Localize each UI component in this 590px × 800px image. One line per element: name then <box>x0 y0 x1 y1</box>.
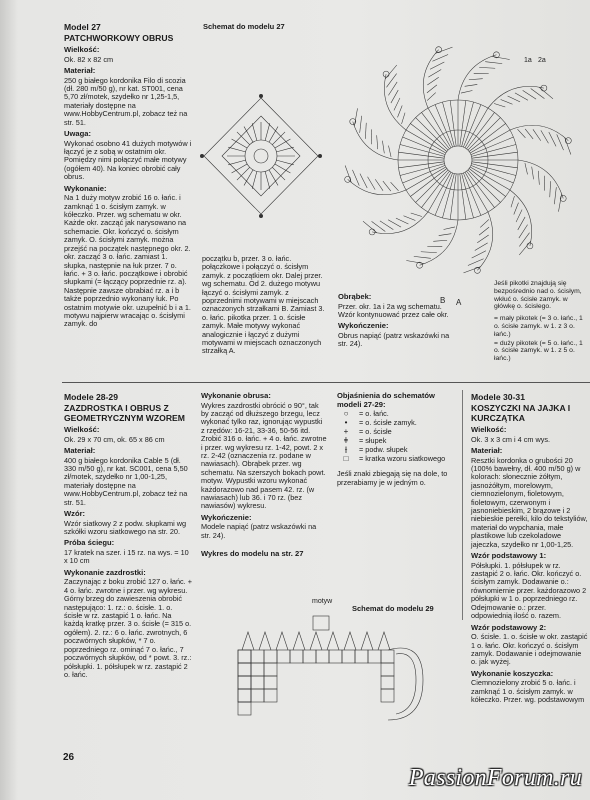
stitch-stroke <box>428 172 451 212</box>
legend-note: Jeśli znaki zbiegają się na dole, to przerabiamy je w jedným o. <box>337 469 448 487</box>
stitch-stroke <box>427 77 438 85</box>
stitch-stroke <box>444 227 455 230</box>
stitch-stroke <box>406 167 446 190</box>
grid-cell <box>238 650 251 663</box>
stitch-stroke <box>475 243 488 251</box>
chart-caption: Wykres do modelu na str. 27 <box>201 549 304 559</box>
model-30-31-title: KOSZYCZKI NA JAJKA I KURCZĄTKA <box>471 403 571 423</box>
label-2a: 2a <box>538 57 546 64</box>
curtain-text: Zaczynając z boku zrobić 127 o. łańc. + 4 o. łańc. zwrotne i przer. wg wykresu. Górny brzeg do zawieszenia obrobić następująco: 1. rz.: o. ścisłe. 1. o. ścisłe w rz. zastąpić 1 o. łańc. Na każdą kratkę przer. 3 o. ścisłe (= 315 o. ogółem). 2. rz.: 6 o. łańc. zwrotnych, 6 poczwórnych słupków, * 7 o. poprzedniego rz. ominąć 7 o. łańc., 7 poczwórnych słupków, od * powt. 3. rz.: półsłupki. 1. półsłupek w rz. zastąpić 2 o. łańc. <box>64 577 192 679</box>
size-text: Ok. 29 x 70 cm, ok. 65 x 86 cm <box>64 434 165 444</box>
small-motif-diagram <box>196 88 326 238</box>
legend-list <box>337 410 455 464</box>
large-motif-diagram <box>338 20 583 310</box>
grid-cell <box>238 689 251 702</box>
fan-stroke <box>327 632 339 650</box>
grid-cell <box>238 663 251 676</box>
stitch-stroke <box>472 144 516 156</box>
stitch-stroke <box>411 213 422 216</box>
tablecloth-column <box>201 392 327 560</box>
motif-box <box>313 616 329 630</box>
tablecloth-heading: Wykonanie obrusa: <box>201 391 271 400</box>
stitch-stroke <box>391 182 399 191</box>
stitch-stroke <box>470 167 510 190</box>
note-heading: Uwaga: <box>64 129 92 139</box>
motif-label: motyw <box>312 598 333 605</box>
stitch-stroke <box>465 108 488 148</box>
stitch-stroke <box>427 85 437 93</box>
page-number: 26 <box>63 752 75 763</box>
stitch-stroke <box>435 105 453 147</box>
stitch-stroke <box>518 217 525 230</box>
stitch-stroke <box>485 62 502 64</box>
stitch-stroke <box>516 210 522 222</box>
stitch-stroke <box>467 112 495 148</box>
arc-stroke <box>510 190 532 246</box>
stitch-stroke <box>472 251 486 258</box>
finishing-heading: Wykończenie: <box>338 321 389 331</box>
stitch-stroke <box>469 169 505 197</box>
stitch-stroke <box>400 164 444 176</box>
legend-symbol: ○ <box>343 409 349 419</box>
stitch-stroke <box>469 123 505 151</box>
size-text: Ok. 82 x 82 cm <box>64 54 114 64</box>
arc-stroke <box>384 74 406 130</box>
stitch-stroke <box>406 130 446 153</box>
stitch-stroke <box>450 174 456 220</box>
basic-pattern-2-heading: Wzór podstawowy 2: <box>471 622 547 632</box>
fan-stroke <box>378 632 390 650</box>
tablecloth-text: Wykres zazdrostki obrócić o 90°, tak by zacząć od dłuższego brzegu, lecz wykonać tylko raz, ignorując wypustki z rzędów: 16-21, 33-36, 50-56 itd. Zrobić 316 o. łańc. + 4 o. łańc. zwrotne i przer. wg wykresu rz. 1-42, powt. 2 x rz. 2-42 (oznaczenia rz. podane w nawiasach). Obrąbek przer. wg schematu. Na szerszych bokach powt. motyw. Wypustki wzoru wykonać każdorazowo nad pasem 42. rz. (w nawiasach) lub 36. i 70 rz. (bez nawiasów) wykresu. <box>201 400 327 511</box>
model-27-middle-text <box>202 255 330 357</box>
watermark: PassionForum.ru <box>408 765 582 791</box>
legend-symbol: ⫲ <box>344 445 348 455</box>
continued-text: początku b, przer. 3 o. łańc. połączkowe i połączyć o. ścisłym zamyk. z początkiem okr. Dalej przer. wg schematu. Od 2. dużego motywu łączyć o. ścisłymi zamyk. z poprzednimi motywami w miejscach oznaczonych strzałkami B. Zamiast 3. o. łańc. pikotka przer. 1 o. ścisłe zamyk. Małe motywy wykonać analogicznie i łączyć z dużymi motywami w miejscach oznaczonych strzałką A. <box>202 254 325 356</box>
stitch-stroke <box>402 113 405 124</box>
finishing-text: Obrus napiąć (patrz wskazówki na str. 24). <box>338 331 450 349</box>
fan-stroke <box>276 632 288 650</box>
legend-item <box>337 428 455 437</box>
note-text: Wykonać osobno 41 dużych motywów i łączyć je z sobą w ostatnim okr. Pomiędzy nimi połączyć małe motywy (ogółem 40). Na koniec obrobić cały obrus. <box>64 138 192 182</box>
stitch-stroke <box>471 165 513 183</box>
material-heading: Materiał: <box>64 446 96 455</box>
stitch-stroke <box>404 216 416 221</box>
stitch-stroke <box>442 102 454 146</box>
legend-symbol: □ <box>343 454 349 464</box>
corner-arc <box>396 654 416 714</box>
stitch-stroke <box>360 174 367 188</box>
stitch-stroke <box>394 98 400 110</box>
stitch-stroke <box>541 130 549 143</box>
stitch-stroke <box>525 129 533 139</box>
stitch-stroke <box>465 172 488 212</box>
schema-29-title: Schemat do modelu 29 <box>352 604 434 613</box>
material-heading: Materiał: <box>64 66 96 75</box>
stitch-stroke <box>439 234 452 236</box>
finishing-heading: Wykończenie: <box>201 512 252 522</box>
legend-text: = o. ścisłe zamyk. <box>359 418 417 428</box>
stitch-stroke <box>517 129 525 138</box>
grid-cell <box>264 676 277 689</box>
stitch-stroke <box>421 252 437 253</box>
stitch-stroke <box>477 235 488 243</box>
stitch-stroke <box>365 123 366 139</box>
edging-text: Przer. okr. 1a i 2a wg schematu. Wzór kontynuować przez całe okr. <box>338 301 449 319</box>
label-1a: 1a <box>524 57 532 64</box>
basic-pattern-2-text: O. ścisłe. 1. o. ścisłe w okr. zastąpić 1 o. łańc. Okr. kończyć o. ścisłym zamyk. Dodawanie i odejmowanie o. jak wyżej. <box>471 632 588 667</box>
stitch-stroke <box>435 173 453 215</box>
stitch-stroke <box>479 67 495 68</box>
stitch-stroke <box>265 123 270 140</box>
stitch-stroke <box>533 129 541 140</box>
stitch-stroke <box>388 82 397 95</box>
model-28-29-number: Modele 28-29 <box>64 392 118 402</box>
model-30-31-number: Modele 30-31 <box>471 392 525 402</box>
stitch-stroke <box>538 171 539 185</box>
grid-cell <box>368 650 381 663</box>
arc-stroke <box>420 220 458 265</box>
fan-stroke <box>344 632 356 650</box>
stitch-stroke <box>514 203 519 215</box>
stitch-stroke <box>525 163 528 174</box>
pattern-text: Wzór siatkowy 2 z podw. słupkami wg szkółki wzoru siatkowego na str. 20. <box>64 518 187 537</box>
model-27-number: Model 27 <box>64 22 101 32</box>
stitch-stroke <box>470 130 510 153</box>
stitch-stroke <box>515 93 528 100</box>
legend-symbol: • <box>344 418 348 428</box>
grid-cell <box>316 650 329 663</box>
material-text: 250 g białego kordonika Filo di scozia (dł. 280 m/50 g), nr kat. ST001, cena 5,70 zł/motek, szydełko nr 1,25-1,5, materiały dostępne na www.HobbyCentrum.pl, zobacz też na str. 51. <box>64 75 188 127</box>
stitch-stroke <box>399 152 445 158</box>
grid-cell <box>290 650 303 663</box>
stitch-stroke <box>421 112 449 148</box>
center-ring <box>444 146 472 174</box>
stitch-stroke <box>479 227 489 235</box>
stitch-stroke <box>388 220 401 227</box>
stitch-stroke <box>480 219 489 227</box>
stitch-stroke <box>472 152 518 158</box>
grid-cell <box>264 663 277 676</box>
stitch-stroke <box>460 101 466 147</box>
size-heading: Wielkość: <box>64 425 100 434</box>
stitch-stroke <box>557 134 564 150</box>
grid-cell <box>381 650 394 663</box>
arc-stroke <box>518 160 563 198</box>
stitch-stroke <box>511 196 514 207</box>
curtain-heading: Wykonanie zazdrostki: <box>64 567 146 577</box>
model-28-29-title: ZAZDROSTKA I OBRUS Z GEOMETRYCZNYM WZOREM <box>64 403 185 423</box>
stitch-stroke <box>462 174 474 218</box>
stitch-stroke <box>377 135 378 149</box>
legend-item <box>337 419 455 428</box>
size-heading: Wielkość: <box>471 425 507 434</box>
picot-note <box>494 280 586 364</box>
model-27-title: PATCHWORKOWY OBRUS <box>64 33 174 43</box>
stitch-stroke <box>462 102 474 146</box>
legend-symbol: + <box>343 427 349 437</box>
stitch-stroke <box>450 101 456 147</box>
stitch-stroke <box>501 99 513 104</box>
grid-cell <box>238 650 251 663</box>
stitch-stroke <box>472 164 516 176</box>
grid-cell <box>251 650 264 663</box>
material-text: Resztki kordonka o grubości 20 (100% bawełny, dł. 400 m/50 g) w kolorach: słonecznie żółtym, jasnożółtym, morelowym, ciemnozielonym, fioletowym, fioletowym, czerwonym i jasnoniebieskim, 2 brązowe i 2 niebieskie perełki, kilo do tekstyliów, materiał do wypchania, małe plastikowe lub czekoladowe jajeczka, szydełko nr 1,00-1,25. <box>471 455 588 549</box>
size-text: Ok. 3 x 3 cm i 4 cm wys. <box>471 434 551 444</box>
grid-cell <box>238 689 251 702</box>
section-divider <box>62 382 590 383</box>
stitch-stroke <box>397 106 402 118</box>
symbol-legend <box>337 392 455 488</box>
stitch-stroke <box>228 160 245 165</box>
stitch-stroke <box>549 132 556 146</box>
stitch-stroke <box>276 160 293 165</box>
legend-text: = o. ścisłe <box>359 427 392 437</box>
large-picot-legend: = duży pikotek (= 5 o. łańc., 1 o. ścisłe zamyk. w 1. z 5 o. łańc.) <box>494 339 583 363</box>
stitch-stroke <box>391 90 398 103</box>
stitch-stroke <box>380 221 393 230</box>
stitch-stroke <box>368 177 376 190</box>
instructions-heading: Wykonanie: <box>64 183 107 193</box>
grid-cell <box>342 650 355 663</box>
stitch-stroke <box>375 179 383 190</box>
gauge-heading: Próba ściegu: <box>64 538 115 548</box>
stitch-stroke <box>467 171 495 207</box>
stitch-stroke <box>550 181 551 197</box>
fan-stroke <box>293 632 305 650</box>
stitch-stroke <box>388 146 391 157</box>
model-30-31-column <box>471 392 589 706</box>
stitch-stroke <box>469 79 483 80</box>
stitch-stroke <box>396 218 408 224</box>
stitch-stroke <box>403 137 445 155</box>
stitch-stroke <box>433 240 447 241</box>
grid-cell <box>355 650 368 663</box>
stitch-stroke <box>428 70 441 78</box>
stitch-stroke <box>399 162 445 168</box>
stitch-stroke <box>428 108 451 148</box>
stitch-stroke <box>252 171 257 188</box>
grid-cell <box>264 650 277 663</box>
arc-stroke <box>353 122 398 160</box>
stitch-stroke <box>472 162 518 168</box>
grid-cell <box>381 689 394 702</box>
stitch-stroke <box>508 96 520 102</box>
legend-symbol: ǂ <box>343 436 349 446</box>
stitch-stroke <box>460 174 466 220</box>
stitch-stroke <box>463 173 481 215</box>
stitch-stroke <box>410 169 446 197</box>
stitch-stroke <box>519 225 528 238</box>
stitch-stroke <box>465 84 478 86</box>
basket-heading: Wykonanie koszyczka: <box>471 668 554 678</box>
finishing-text: Modele napiąć (patrz wskazówki na str. 24). <box>201 522 317 540</box>
stitch-stroke <box>430 62 444 69</box>
grid-cell <box>329 650 342 663</box>
grid-cell <box>251 676 264 689</box>
corner-arc <box>388 648 423 720</box>
model-28-29-column <box>64 392 192 680</box>
arc-stroke <box>458 55 496 100</box>
stitch-stroke <box>228 147 245 152</box>
basket-text: Ciemnozielony zrobić 5 o. łańc. i zamknąć 1 o. ścisłym zamyk. w kółeczko. Przer. wg. podstawowym <box>471 678 585 705</box>
material-text: 400 g białego kordonika Cable 5 (dł. 330 m/50 g), nr kat. SC001, cena 5,50 zł/motek, szydełko nr 1,00-1,25, materiały dostępne na www.HobbyCentrum.pl, zobacz też na str. 51. <box>64 455 188 507</box>
basic-pattern-1-heading: Wzór podstawowy 1: <box>471 551 547 561</box>
legend-text: = słupek <box>359 436 387 446</box>
legend-title: Objaśnienia do schematów modeli 27-29: <box>337 391 435 409</box>
material-heading: Materiał: <box>471 446 503 455</box>
fan-stroke <box>242 632 254 650</box>
basic-pattern-1-text: Półsłupki. 1. półsłupek w rz. zastąpić 2 o. łańc. Okr. kończyć o. ścisłym zamyk. Dodawanie o.: równomiernie przer. każdorazowo 2 półsłupki w 1 o. poprzedniego rz. Odejmowanie o.: przer. odpowiednią ilość o. razem. <box>471 560 587 621</box>
grid-cell <box>251 663 264 676</box>
stitch-stroke <box>523 90 536 99</box>
instructions-text: Na 1 duży motyw zrobić 16 o. łańc. i zamknąć 1 o. ścisłym zamyk. w kółeczko. Przer. wg schematu w okr. Każde okr. zacząć jak narysowano na schemacie. Okr. kończyć o. ścisłym zamyk. O. ścisłymi zamyk. można przejść na początek następnego okr. 2. okr. zacząć 3 o. łańc. zamiast 1. słupka, następnie na łuk przer. 7 o. łańc. + 3 o. łańc. początkowe i obrobić słupkami (= łączący poprzednie rz. a). Następnie zawsze obrabiać rz. a i b także poprzednio wykonany łuk. Po ostatnim motywie okr. uzupełnić b i a 1. motywu najpierw wracając o. ścisłymi zamyk. do <box>64 193 191 329</box>
fan-stroke <box>361 632 373 650</box>
stitch-stroke <box>494 104 505 107</box>
legend-item <box>337 455 455 464</box>
stitch-stroke <box>554 187 556 204</box>
stitch-stroke <box>352 170 359 186</box>
grid-cell <box>238 663 251 676</box>
model-27-column <box>64 22 192 330</box>
stitch-stroke <box>400 144 444 156</box>
schema-27-title: Schemat do modelu 27 <box>203 22 285 31</box>
edging-heading: Obrąbek: <box>338 292 372 301</box>
grid-cell <box>303 650 316 663</box>
stitch-stroke <box>427 93 436 101</box>
stitch-stroke <box>461 90 472 93</box>
arc-stroke <box>372 212 428 234</box>
picot-note-text: Jeśli pikotki znajdują się bezpośrednio nad o. ścisłym, wkłuć o. ścisłe zamyk. w główkę o. ścisłego. <box>494 280 582 311</box>
grid-cell <box>381 676 394 689</box>
column-divider <box>462 390 463 620</box>
stitch-stroke <box>382 141 384 154</box>
stitch-stroke <box>468 259 484 266</box>
stitch-stroke <box>421 171 449 207</box>
gauge-text: 17 kratek na szer. i 15 rz. na wys. = 10 x 10 cm <box>64 548 189 566</box>
stitch-stroke <box>360 116 362 133</box>
stitch-stroke <box>403 165 445 183</box>
stitch-stroke <box>414 256 431 258</box>
stitch-stroke <box>442 174 454 218</box>
stitch-stroke <box>276 147 293 152</box>
fan-stroke <box>310 632 322 650</box>
legend-text: = podw. słupek <box>359 445 408 455</box>
model-27-finishing <box>338 290 458 350</box>
stitch-stroke <box>265 171 270 188</box>
edging-chart-diagram <box>218 610 448 740</box>
grid-cell <box>238 676 251 689</box>
stitch-stroke <box>410 123 446 151</box>
stitch-stroke <box>252 123 257 140</box>
arrow-label-b: B <box>440 296 446 305</box>
grid-cell <box>238 676 251 689</box>
grid-cell <box>238 702 251 715</box>
grid-cell <box>251 689 264 702</box>
pattern-heading: Wzór: <box>64 509 86 519</box>
size-heading: Wielkość: <box>64 45 100 54</box>
arrow-label-a: A <box>456 298 462 307</box>
picot-loop <box>350 119 356 125</box>
stitch-stroke <box>432 54 448 61</box>
grid-cell <box>381 663 394 676</box>
legend-text: = o. łańc. <box>359 409 389 419</box>
stitch-stroke <box>532 167 534 180</box>
fan-stroke <box>259 632 271 650</box>
legend-text: = kratka wzoru siatkowego <box>359 454 446 464</box>
stitch-stroke <box>383 181 391 191</box>
grid-cell <box>264 689 277 702</box>
stitch-stroke <box>471 137 513 155</box>
small-picot-legend: = mały pikotek (= 3 o. łańc., 1 o. ścisłe zamyk. w 1. z 3 o. łańc.) <box>494 315 583 338</box>
grid-cell <box>277 650 290 663</box>
arc-stroke <box>488 86 544 108</box>
stitch-stroke <box>463 105 481 147</box>
